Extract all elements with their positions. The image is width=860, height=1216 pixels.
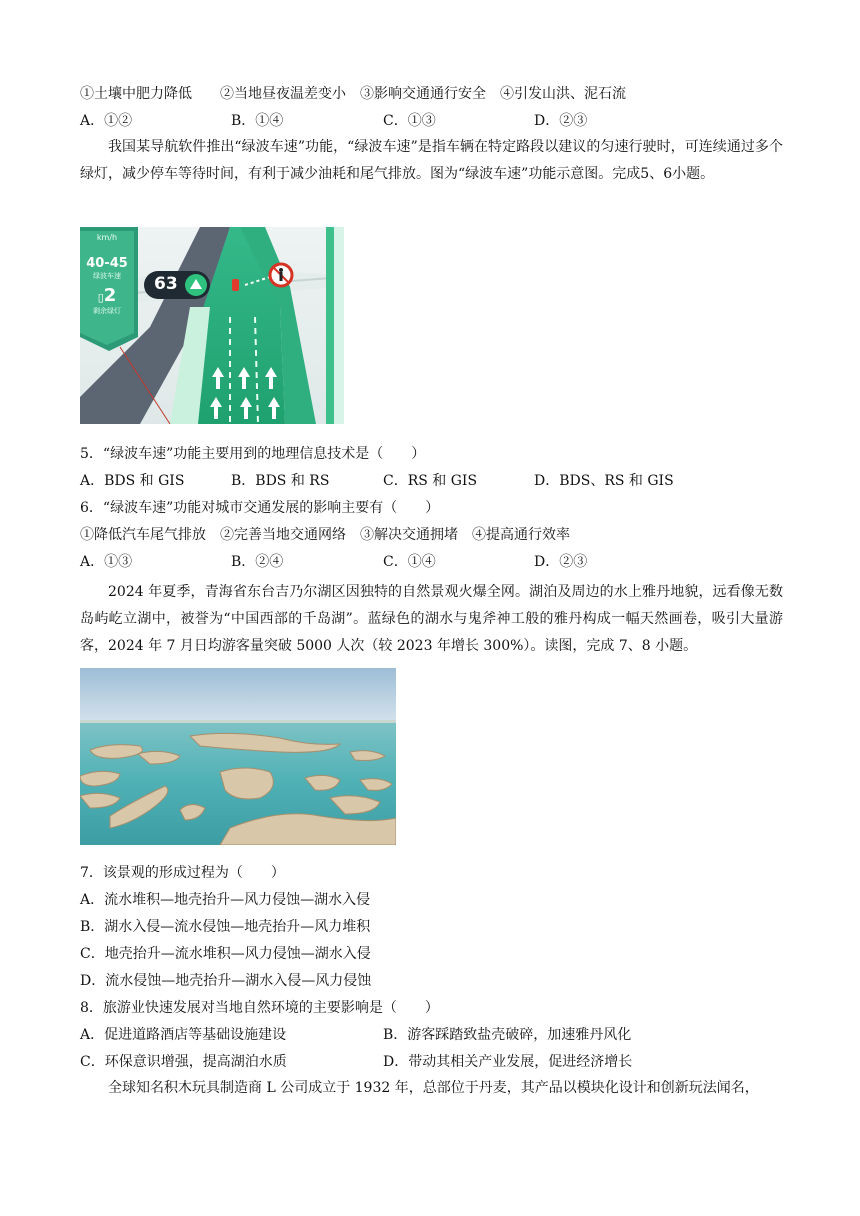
lights-count [80,285,134,306]
q6-option-d[interactable]: D．②③ [534,554,588,570]
q7-option-a[interactable]: A．流水堆积—地壳抬升—风力侵蚀—湖水入侵 [80,892,371,908]
q6-option-b[interactable]: B．②④ [231,554,284,570]
q8-option-b[interactable]: B．游客踩踏致盐壳破碎，加速雅丹风化 [383,1027,632,1043]
q5-option-d[interactable]: D．BDS、RS 和 GIS [534,473,674,489]
q4-option-d[interactable]: D．②③ [534,113,588,129]
q8-option-d[interactable]: D．带动其相关产业发展，促进经济增长 [383,1054,633,1070]
q8-option-c[interactable]: C．环保意识增强，提高湖泊水质 [80,1054,287,1070]
q5-option-c[interactable]: C．RS 和 GIS [383,473,478,489]
q5-option-a[interactable]: A．BDS 和 GIS [80,473,185,489]
q7-option-c[interactable]: C．地壳抬升—流水堆积—风力侵蚀—湖水入侵 [80,946,371,962]
speed-range: 40-45 [86,256,128,271]
q5-stem: 5．“绿波车速”功能主要用到的地理信息技术是（ ） [80,446,426,462]
traffic-light-icon: ▯ [97,291,104,304]
intro-q7-q8-text: 2024 年夏季，青海省东台吉乃尔湖区因独特的自然景观火爆全网。湖泊及周边的水上雅丹地貌，远看像无数岛屿屹立湖中，被誉为“中国西部的千岛湖”。蓝绿色的湖水与鬼斧神工般的雅丹构成一幅天然画卷，吸引大量游客，2024 年 7 月日均游客量突破 5000 人次（较 2023 年增长 300%）。读图，完成 7、8 小题。 [80,584,783,654]
q6-option-c[interactable]: C．①④ [383,554,436,570]
q7-option-b[interactable]: B．湖水入侵—流水侵蚀—地壳抬升—风力堆积 [80,919,371,935]
countdown-value: 63 [154,274,178,294]
intro-next-section [80,1075,783,1102]
green-wave-figure [80,227,344,424]
q8-stem: 8．旅游业快速发展对当地自然环境的主要影响是（ ） [80,1000,439,1016]
speed-label: 绿波车速 [93,272,121,280]
q5-option-b[interactable]: B．BDS 和 RS [231,473,330,489]
lights-count-value: 2 [103,285,117,306]
intro-next-text: 全球知名积木玩具制造商 L 公司成立于 1932 年，总部位于丹麦，其产品以模块化设计和创新玩法闻名， [108,1080,759,1096]
intro-q7-q8 [80,579,783,660]
lake-yardang-image [80,668,396,845]
lights-label: 剩余绿灯 [93,307,121,315]
intro-q5-q6 [80,134,783,188]
q4-items: ①土壤中肥力降低 ②当地昼夜温差变小 ③影响交通通行安全 ④引发山洪、泥石流 [80,86,626,102]
q6-stem: 6．“绿波车速”功能对城市交通发展的影响主要有（ ） [80,500,440,516]
q8-option-a[interactable]: A．促进道路酒店等基础设施建设 [80,1027,287,1043]
speed-panel [80,231,134,316]
q6-items: ①降低汽车尾气排放 ②完善当地交通网络 ③解决交通拥堵 ④提高通行效率 [80,527,570,543]
q6-option-a[interactable]: A．①③ [80,554,133,570]
intro-q5-q6-text: 我国某导航软件推出“绿波车速”功能，“绿波车速”是指车辆在特定路段以建议的匀速行驶时，可连续通过多个绿灯，减少停车等待时间，有利于减少油耗和尾气排放。图为“绿波车速”功能示意图。完成5、6小题。 [80,139,783,182]
lake-yardang-photo [80,668,396,845]
q4-option-a[interactable]: A．①② [80,113,133,129]
q4-option-b[interactable]: B．①④ [231,113,284,129]
q7-option-d[interactable]: D．流水侵蚀—地壳抬升—湖水入侵—风力侵蚀 [80,973,372,989]
q4-option-c[interactable]: C．①③ [383,113,436,129]
q7-stem: 7．该景观的形成过程为（ ） [80,865,285,881]
speed-unit: km/h [96,233,118,242]
